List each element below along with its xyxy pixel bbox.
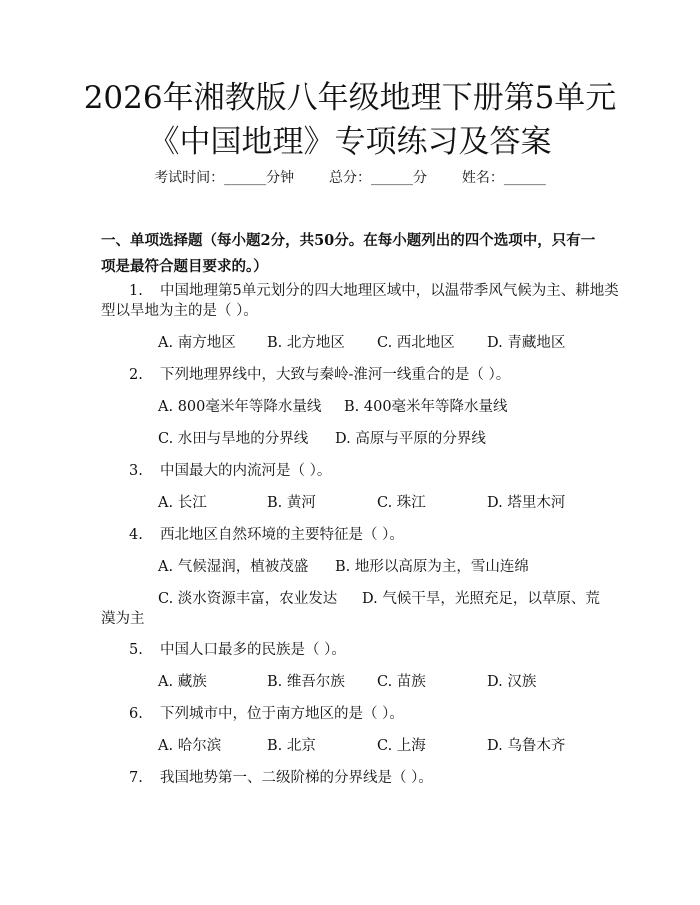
question-text: 中国地理第5单元划分的四大地理区域中，以温带季风气候为主、耕地类 bbox=[160, 283, 619, 299]
time-blank: ______ bbox=[224, 170, 267, 186]
question-number: 1. bbox=[129, 283, 143, 299]
question-2-stem bbox=[129, 363, 510, 387]
option-d[interactable]: D. 塔里木河 bbox=[487, 495, 566, 511]
option-a[interactable]: A. 长江 bbox=[158, 495, 207, 511]
option-a[interactable]: A. 南方地区 bbox=[158, 335, 236, 351]
option-b[interactable]: B. 地形以高原为主，雪山连绵 bbox=[335, 559, 529, 575]
option-a[interactable]: A. 哈尔滨 bbox=[158, 738, 222, 754]
section-heading: 一、单项选择题（每小题2分，共50分。在每小题列出的四个选项中，只有一项是最符合题目要求的。） bbox=[101, 232, 596, 275]
option-d[interactable]: D. 高原与平原的分界线 bbox=[335, 431, 486, 447]
question-number: 3. bbox=[129, 463, 143, 479]
time-label: 考试时间： bbox=[154, 170, 225, 186]
score-unit: 分 bbox=[413, 170, 427, 186]
option-b[interactable]: B. 400毫米年等降水量线 bbox=[344, 399, 508, 415]
score-blank: ______ bbox=[371, 170, 413, 186]
option-b[interactable]: B. 北京 bbox=[267, 738, 316, 754]
option-b[interactable]: B. 北方地区 bbox=[267, 335, 345, 351]
option-b[interactable]: B. 黄河 bbox=[267, 495, 316, 511]
option-a[interactable]: A. 藏族 bbox=[158, 674, 207, 690]
option-c[interactable]: C. 苗族 bbox=[377, 674, 426, 690]
question-text: 下列城市中，位于南方地区的是（ ）。 bbox=[160, 706, 404, 722]
question-4-option-d-cont: 漠为主 bbox=[101, 611, 145, 627]
option-a[interactable]: A. 气候湿润，植被茂盛 bbox=[158, 559, 309, 575]
question-text: 我国地势第一、二级阶梯的分界线是（ ）。 bbox=[160, 770, 433, 786]
question-7-stem bbox=[129, 766, 433, 790]
question-1-stem-cont: 型以旱地为主的是（ ）。 bbox=[101, 303, 258, 319]
question-text: 中国人口最多的民族是（ ）。 bbox=[160, 642, 346, 658]
name-label: 姓名： bbox=[461, 170, 504, 186]
exam-info-line bbox=[0, 167, 700, 189]
option-d[interactable]: D. 乌鲁木齐 bbox=[487, 738, 566, 754]
question-text: 下列地理界线中，大致与秦岭-淮河一线重合的是（ ）。 bbox=[160, 367, 511, 383]
question-number: 7. bbox=[129, 770, 143, 786]
option-c[interactable]: C. 上海 bbox=[377, 738, 426, 754]
question-text: 中国最大的内流河是（ ）。 bbox=[160, 463, 332, 479]
question-text: 西北地区自然环境的主要特征是（ ）。 bbox=[160, 527, 404, 543]
option-a[interactable]: A. 800毫米年等降水量线 bbox=[158, 399, 322, 415]
option-d[interactable]: D. 气候干旱，光照充足，以草原、荒 bbox=[362, 591, 600, 607]
option-c[interactable]: C. 西北地区 bbox=[377, 335, 455, 351]
page-title: 2026年湘教版八年级地理下册第5单元《中国地理》专项练习及答案 bbox=[83, 80, 617, 160]
option-b[interactable]: B. 维吾尔族 bbox=[267, 674, 345, 690]
question-number: 4. bbox=[129, 527, 143, 543]
option-c[interactable]: C. 珠江 bbox=[377, 495, 426, 511]
question-5-stem bbox=[129, 638, 346, 662]
score-label: 总分： bbox=[329, 170, 371, 186]
question-number: 5. bbox=[129, 642, 143, 658]
time-unit: 分钟 bbox=[266, 170, 295, 186]
question-4-stem bbox=[129, 523, 404, 547]
question-3-stem bbox=[129, 459, 331, 483]
option-d[interactable]: D. 汉族 bbox=[487, 674, 537, 690]
option-c[interactable]: C. 淡水资源丰富，农业发达 bbox=[158, 591, 338, 607]
question-number: 2. bbox=[129, 367, 143, 383]
option-c[interactable]: C. 水田与旱地的分界线 bbox=[158, 431, 309, 447]
question-6-stem bbox=[129, 702, 404, 726]
option-d[interactable]: D. 青藏地区 bbox=[487, 335, 566, 351]
question-number: 6. bbox=[129, 706, 143, 722]
name-blank: ______ bbox=[503, 170, 546, 186]
